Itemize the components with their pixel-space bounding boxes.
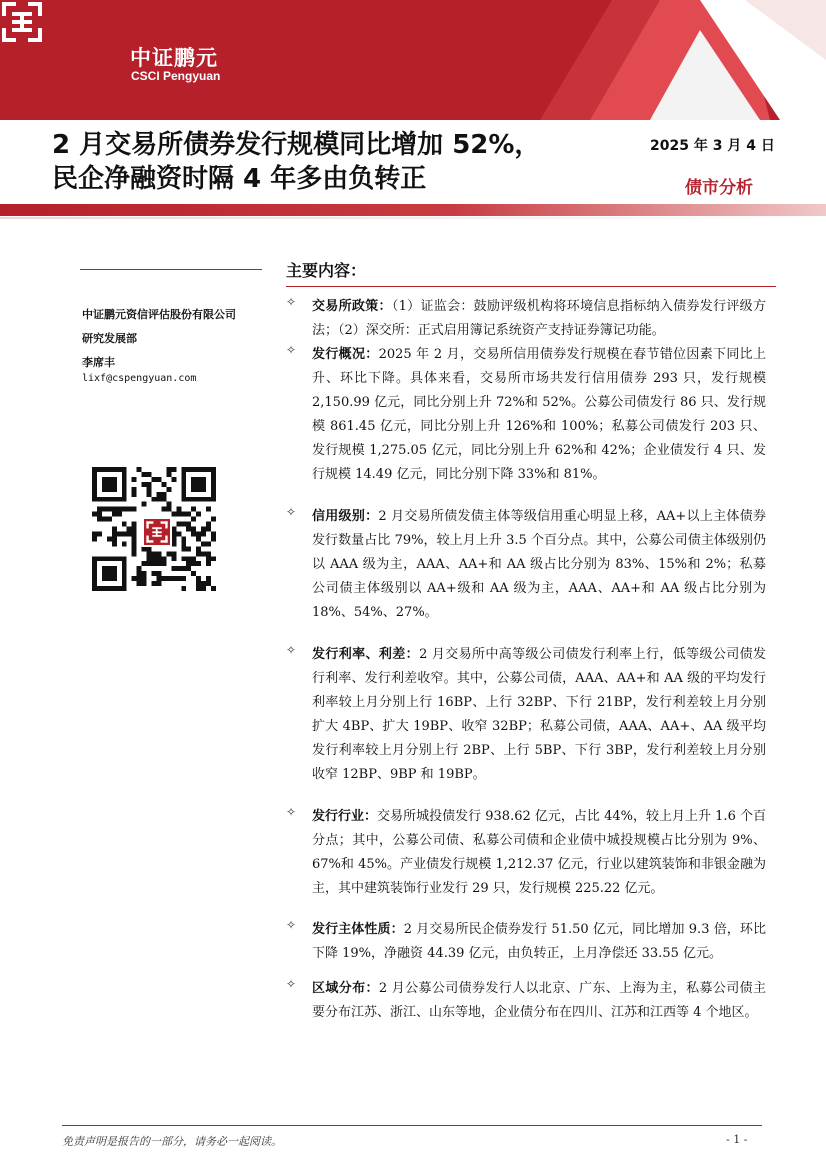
qr-logo-icon (142, 517, 172, 547)
item-label: 发行主体性质： (312, 922, 404, 937)
diamond-star-icon: ✧ (286, 505, 297, 519)
org-name: 中证鹏元资信评估股份有限公司 (82, 308, 236, 321)
item-label: 发行利率、利差： (312, 647, 420, 662)
header-divider (0, 204, 826, 216)
header-banner (0, 0, 826, 120)
author-email[interactable]: lixf@cspengyuan.com (82, 373, 197, 384)
list-item (286, 977, 766, 1025)
header-divider-thin (0, 217, 826, 219)
report-category: 债市分析 (685, 178, 753, 198)
list-item (286, 918, 766, 966)
author-info (82, 303, 236, 375)
footer-rule (62, 1125, 762, 1126)
item-label: 发行行业： (312, 809, 378, 824)
item-label: 信用级别： (312, 509, 379, 524)
item-text: （1）证监会：鼓励评级机构将环境信息指标纳入债券发行评级方法；（2）深交所：正式启用簿记系统资产支持证券簿记功能。 (312, 299, 766, 338)
author-name: 李席丰 (82, 356, 115, 369)
diamond-star-icon: ✧ (286, 343, 297, 357)
item-text: 2 月交易所民企债券发行 51.50 亿元，同比增加 9.3 倍，环比下降 19%，净融资 44.39 亿元，由负转正，上月净偿还 33.55 亿元。 (312, 922, 766, 961)
item-label: 发行概况： (312, 347, 379, 362)
page-number: - 1 - (726, 1133, 748, 1146)
diamond-star-icon: ✧ (286, 918, 297, 932)
list-item (286, 295, 766, 343)
sidebar-rule (80, 269, 262, 270)
report-title-line1: 2 月交易所债券发行规模同比增加 52%， (52, 130, 541, 160)
footer-disclaimer: 免责声明是报告的一部分，请务必一起阅读。 (62, 1135, 282, 1148)
diamond-star-icon: ✧ (286, 977, 297, 991)
list-item (286, 505, 766, 625)
report-title (52, 128, 612, 196)
main-heading-rule (286, 286, 776, 287)
item-text: 2 月公募公司债券发行人以北京、广东、上海为主，私募公司债主要分布江苏、浙江、山东等地，企业债分布在四川、江苏和江西等 4 个地区。 (312, 981, 766, 1020)
brand-name-en: CSCI Pengyuan (131, 69, 221, 83)
item-label: 交易所政策： (312, 299, 392, 314)
diamond-star-icon: ✧ (286, 295, 297, 309)
brand-name-cn: 中证鹏元 (130, 46, 218, 70)
list-item (286, 343, 766, 487)
list-item (286, 805, 766, 901)
item-text: 2 月交易所中高等级公司债发行利率上行，低等级公司债发行利率、发行利差收窄。其中，公募公司债，AAA、AA+和 AA 级的平均发行利率较上月分别上行 16BP、上行 32BP、下行 21BP，发行利差较上月分别扩大 4BP、扩大 19BP、收窄 32BP；私募公司债，AAA、AA+、AA 级平均发行利率较上月分别上行 2BP、上行 5BP、下行 3BP，发行利差较上月分别收窄 12BP、9BP 和 19BP。 (312, 647, 766, 782)
item-text: 交易所城投债发行 938.62 亿元，占比 44%，较上月上升 1.6 个百分点；其中，公募公司债、私募公司债和企业债中城投规模占比分别为 9%、67%和 45%。产业债发行规模 1,212.37 亿元，行业以建筑装饰和非银金融为主，其中建筑装饰行业发行 29 只，发行规模 225.22 亿元。 (312, 809, 766, 896)
item-text: 2 月交易所债发债主体等级信用重心明显上移，AA+以上主体债券发行数量占比 79%，较上月上升 3.5 个百分点。其中，公募公司债主体级别仍以 AAA 级为主，AAA、AA+和 AA 级占比分别为 83%、15%和 2%；私募公司债主体级别以 AA+级和 AA 级为主，AAA、AA+和 AA 级占比分别为 18%、54%、27%。 (312, 509, 766, 620)
diamond-star-icon: ✧ (286, 643, 297, 657)
report-date: 2025 年 3 月 4 日 (650, 138, 775, 154)
header-decoration (0, 0, 826, 120)
report-title-line2: 民企净融资时隔 4 年多由负转正 (52, 164, 427, 194)
dept-name: 研究发展部 (82, 332, 137, 345)
main-heading: 主要内容： (286, 261, 367, 280)
item-text: 2025 年 2 月，交易所信用债券发行规模在春节错位因素下同比上升、环比下降。具体来看，交易所市场共发行信用债券 293 只，发行规模 2,150.99 亿元，同比分别上升 72%和 52%。公募公司债发行 86 只、发行规模 861.45 亿元，同比分别上升 126%和 100%；私募公司债发行 203 只、发行规模 1,275.05 亿元，同比分别上升 62%和 42%；企业债发行 4 只、发行规模 14.49 亿元，同比分别下降 33%和 81%。 (312, 347, 766, 482)
list-item (286, 643, 766, 787)
diamond-star-icon: ✧ (286, 805, 297, 819)
item-label: 区域分布： (312, 981, 379, 996)
csci-pengyuan-logo-icon (0, 0, 44, 44)
